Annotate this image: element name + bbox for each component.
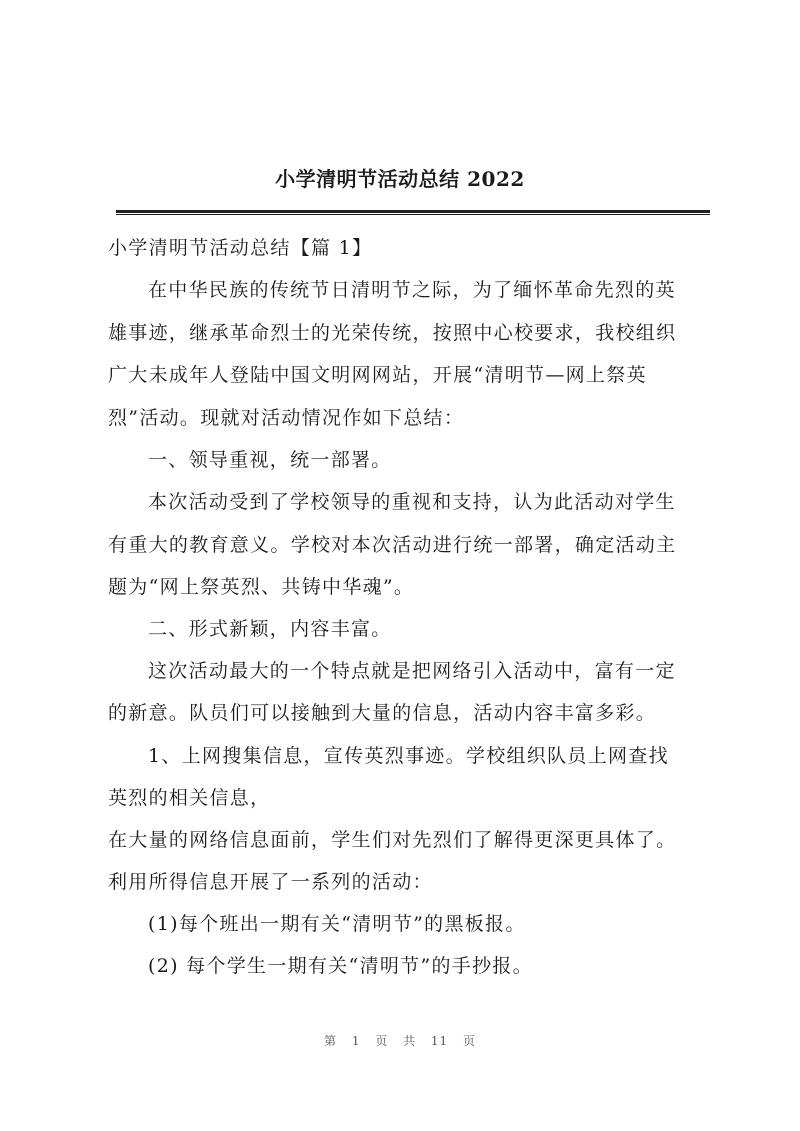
body-line: 烈”活动。现就对活动情况作如下总结： [108, 407, 465, 429]
body-line: 1、上网搜集信息，宣传英烈事迹。学校组织队员上网查找 [148, 745, 669, 767]
body-line: 的新意。队员们可以接触到大量的信息，活动内容丰富多彩。 [108, 702, 657, 724]
page-number-footer: 第 1 页 共 11 页 [324, 1034, 476, 1048]
subheading-1: 一、领导重视，统一部署。 [148, 449, 392, 471]
body-line: 题为“网上祭英烈、共铸中华魂”。 [108, 576, 415, 598]
list-item: (2) 每个学生一期有关“清明节”的手抄报。 [148, 955, 533, 977]
body-line: 在大量的网络信息面前，学生们对先烈们了解得更深更具体了。 [108, 829, 677, 851]
body-line: 广大未成年人登陆中国文明网网站，开展“清明节—网上祭英 [108, 364, 647, 386]
body-line: 英烈的相关信息， [108, 787, 271, 809]
body-line: 有重大的教育意义。学校对本次活动进行统一部署，确定活动主 [108, 534, 677, 556]
document-title: 小学清明节活动总结 2022 [275, 167, 525, 191]
body-line: 这次活动最大的一个特点就是把网络引入活动中，富有一定 [148, 660, 676, 682]
section-heading: 小学清明节活动总结【篇 1】 [108, 237, 373, 259]
subheading-2: 二、形式新颖，内容丰富。 [148, 618, 392, 640]
body-line: 本次活动受到了学校领导的重视和支持，认为此活动对学生 [148, 491, 676, 513]
title-divider [116, 210, 710, 215]
list-item: (1)每个班出一期有关“清明节”的黑板报。 [148, 913, 526, 935]
body-line: 利用所得信息开展了一系列的活动： [108, 871, 433, 893]
body-line: 在中华民族的传统节日清明节之际，为了缅怀革命先烈的英 [148, 279, 676, 301]
body-line: 雄事迹，继承革命烈士的光荣传统，按照中心校要求，我校组织 [108, 322, 677, 344]
